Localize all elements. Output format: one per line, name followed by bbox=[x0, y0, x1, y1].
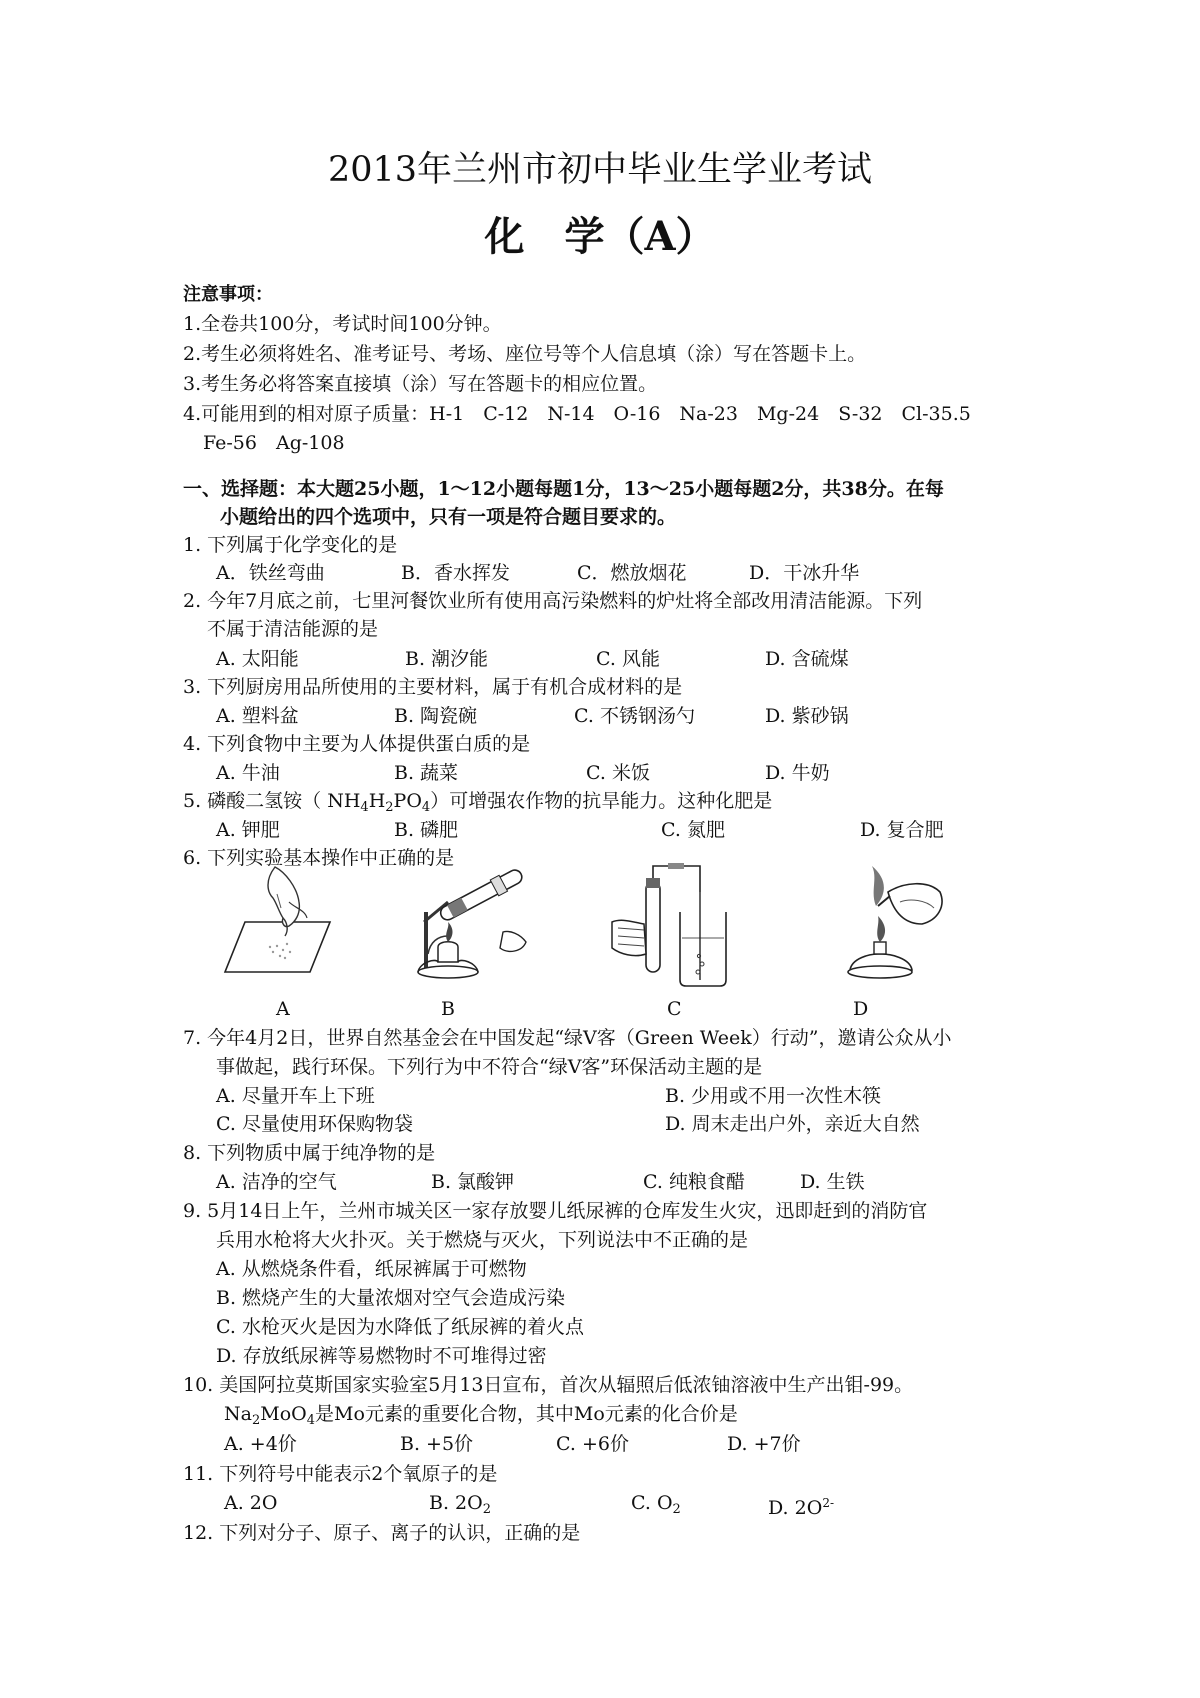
q10-option-c: C. +6价 bbox=[556, 1433, 629, 1455]
q11-option-a: A. 2O bbox=[224, 1492, 278, 1514]
q1-option-b: B．香水挥发 bbox=[401, 562, 510, 584]
q5-option-b: B. 磷肥 bbox=[394, 819, 459, 841]
q6-figure-c-illustration bbox=[610, 862, 730, 992]
q2-option-a: A. 太阳能 bbox=[216, 648, 299, 670]
q8-stem: 8. 下列物质中属于纯净物的是 bbox=[183, 1142, 436, 1164]
q3-option-c: C. 不锈钢汤勺 bbox=[574, 705, 695, 727]
q3-option-a: A. 塑料盆 bbox=[216, 705, 299, 727]
q3-stem: 3. 下列厨房用品所使用的主要材料，属于有机合成材料的是 bbox=[183, 676, 683, 698]
q4-option-c: C. 米饭 bbox=[586, 762, 650, 784]
q2-stem: 2. 今年7月底之前，七里河餐饮业所有使用高污染燃料的炉灶将全部改用清洁能源。下列 bbox=[183, 590, 923, 612]
q6-figure-a-illustration bbox=[215, 862, 345, 992]
q2-option-c: C. 风能 bbox=[596, 648, 660, 670]
q11-option-b: B. $2O_2$ bbox=[429, 1492, 491, 1517]
q1-option-a: A．铁丝弯曲 bbox=[216, 562, 325, 584]
notice-item-4-continued: Fe-56 Ag-108 bbox=[203, 432, 345, 454]
q4-option-b: B. 蔬菜 bbox=[394, 762, 459, 784]
q6-figure-label-c: C bbox=[667, 998, 682, 1020]
q10-option-a: A. +4价 bbox=[224, 1433, 297, 1455]
q1-stem: 1. 下列属于化学变化的是 bbox=[183, 534, 398, 556]
q2-option-d: D. 含硫煤 bbox=[765, 648, 849, 670]
exam-subject: 化 学（A） bbox=[484, 213, 716, 260]
q9-stem: 9. 5月14日上午，兰州市城关区一家存放婴儿纸尿裤的仓库发生火灾，迅即赶到的消防官 bbox=[183, 1200, 928, 1222]
q7-option-d: D. 周末走出户外，亲近大自然 bbox=[665, 1113, 920, 1135]
notice-heading: 注意事项： bbox=[183, 284, 273, 305]
q2-option-b: B. 潮汐能 bbox=[405, 648, 489, 670]
q7-option-b: B. 少用或不用一次性木筷 bbox=[665, 1085, 882, 1107]
q3-option-b: B. 陶瓷碗 bbox=[394, 705, 478, 727]
q1-option-c: C．燃放烟花 bbox=[577, 562, 687, 584]
q5-option-a: A. 钾肥 bbox=[216, 819, 280, 841]
q9-stem-continued: 兵用水枪将大火扑灭。关于燃烧与灭火，下列说法中不正确的是 bbox=[216, 1229, 749, 1251]
q2-stem-continued: 不属于清洁能源的是 bbox=[207, 618, 379, 640]
q10-stem-continued: $Na_2MoO_4$是Mo元素的重要化合物，其中Mo元素的化合价是 bbox=[224, 1403, 738, 1428]
notice-item-4: 4.可能用到的相对原子质量：H-1 C-12 N-14 O-16 Na-23 Mg-24 S-32 Cl-35.5 bbox=[183, 403, 971, 425]
q4-option-a: A. 牛油 bbox=[216, 762, 280, 784]
q12-stem: 12. 下列对分子、原子、离子的认识，正确的是 bbox=[183, 1522, 581, 1544]
notice-item-3: 3.考生务必将答案直接填（涂）写在答题卡的相应位置。 bbox=[183, 373, 658, 395]
q9-option-c: C. 水枪灭火是因为水降低了纸尿裤的着火点 bbox=[216, 1316, 584, 1338]
notice-item-1: 1.全卷共100分，考试时间100分钟。 bbox=[183, 313, 502, 335]
q4-stem: 4. 下列食物中主要为人体提供蛋白质的是 bbox=[183, 733, 531, 755]
q9-option-a: A. 从燃烧条件看，纸尿裤属于可燃物 bbox=[216, 1258, 527, 1280]
q10-option-b: B. +5价 bbox=[400, 1433, 474, 1455]
q4-option-d: D. 牛奶 bbox=[765, 762, 830, 784]
notice-item-2: 2.考生必须将姓名、准考证号、考场、座位号等个人信息填（涂）写在答题卡上。 bbox=[183, 343, 867, 365]
q3-option-d: D. 紫砂锅 bbox=[765, 705, 849, 727]
q5-stem: 5. 磷酸二氢铵（ $NH_4H_2PO_4$）可增强农作物的抗旱能力。这种化肥是 bbox=[183, 790, 773, 815]
q11-stem: 11. 下列符号中能表示2个氧原子的是 bbox=[183, 1463, 498, 1485]
q7-option-c: C. 尽量使用环保购物袋 bbox=[216, 1113, 413, 1135]
q6-stem: 6. 下列实验基本操作中正确的是 bbox=[183, 847, 455, 869]
exam-title: 2013年兰州市初中毕业生学业考试 bbox=[327, 150, 873, 190]
q11-option-c: C. $O_2$ bbox=[631, 1492, 681, 1517]
q6-figure-d-illustration bbox=[830, 862, 950, 992]
q6-figure-label-d: D bbox=[853, 998, 869, 1020]
q5-option-c: C. 氮肥 bbox=[661, 819, 725, 841]
q10-option-d: D. +7价 bbox=[727, 1433, 801, 1455]
q9-option-b: B. 燃烧产生的大量浓烟对空气会造成污染 bbox=[216, 1287, 566, 1309]
q1-option-d: D．干冰升华 bbox=[749, 562, 860, 584]
q6-figure-b-illustration bbox=[398, 862, 538, 992]
q8-option-b: B. 氯酸钾 bbox=[431, 1171, 515, 1193]
q5-option-d: D. 复合肥 bbox=[860, 819, 944, 841]
q8-option-d: D. 生铁 bbox=[800, 1171, 865, 1193]
q8-option-a: A. 洁净的空气 bbox=[216, 1171, 337, 1193]
q7-stem: 7. 今年4月2日，世界自然基金会在中国发起“绿V客（Green Week）行动”，邀请公众从小 bbox=[183, 1027, 952, 1049]
q9-option-d: D. 存放纸尿裤等易燃物时不可堆得过密 bbox=[216, 1345, 547, 1367]
q10-stem: 10. 美国阿拉莫斯国家实验室5月13日宣布，首次从辐照后低浓铀溶液中生产出钼-99。 bbox=[183, 1374, 914, 1396]
q7-stem-continued: 事做起，践行环保。下列行为中不符合“绿V客”环保活动主题的是 bbox=[216, 1056, 763, 1078]
section-heading-line1: 一、选择题：本大题25小题，1～12小题每题1分，13～25小题每题2分，共38分。在每 bbox=[183, 478, 944, 500]
q6-figure-label-b: B bbox=[441, 998, 455, 1020]
q7-option-a: A. 尽量开车上下班 bbox=[216, 1085, 375, 1107]
section-heading-line2: 小题给出的四个选项中，只有一项是符合题目要求的。 bbox=[220, 506, 677, 528]
q11-option-d: D. $2O^{2-}$ bbox=[768, 1496, 835, 1519]
q6-figure-label-a: A bbox=[276, 998, 290, 1020]
q8-option-c: C. 纯粮食醋 bbox=[643, 1171, 745, 1193]
